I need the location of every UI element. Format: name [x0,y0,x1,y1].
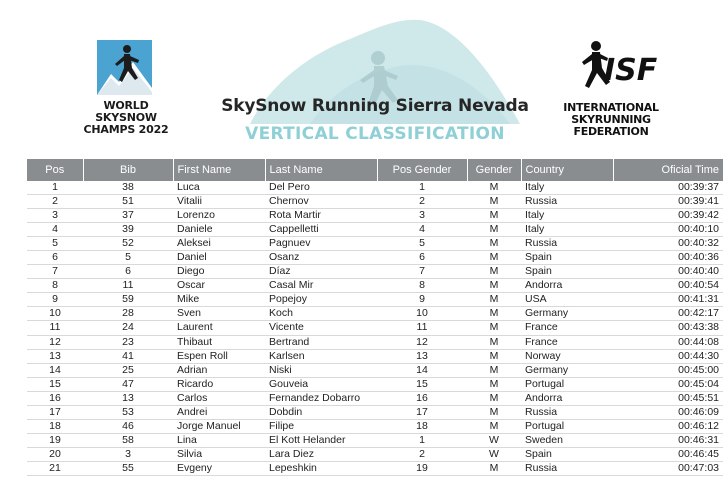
cell-country: Italy [521,223,613,237]
cell-gender: M [467,377,521,391]
cell-pos: 21 [27,461,83,475]
cell-gender: W [467,447,521,461]
cell-bib: 13 [83,391,173,405]
cell-first-name: Andrei [173,405,265,419]
cell-first-name: Laurent [173,321,265,335]
cell-bib: 6 [83,265,173,279]
cell-oficial-time: 00:44:30 [613,349,723,363]
column-header-first-name: First Name [173,159,265,181]
cell-first-name: Daniele [173,223,265,237]
cell-gender: W [467,433,521,447]
cell-pos: 3 [27,209,83,223]
table-body [27,181,723,475]
cell-oficial-time: 00:44:08 [613,335,723,349]
cell-country: Spain [521,265,613,279]
cell-oficial-time: 00:40:40 [613,265,723,279]
cell-oficial-time: 00:39:37 [613,181,723,195]
cell-oficial-time: 00:40:32 [613,237,723,251]
cell-gender: M [467,181,521,195]
cell-gender: M [467,237,521,251]
cell-oficial-time: 00:45:00 [613,363,723,377]
cell-oficial-time: 00:39:42 [613,209,723,223]
cell-pos-gender: 5 [377,237,467,251]
cell-oficial-time: 00:40:10 [613,223,723,237]
cell-last-name: Niski [265,363,377,377]
cell-pos: 8 [27,279,83,293]
table-row [27,307,723,321]
cell-pos-gender: 2 [377,447,467,461]
cell-gender: M [467,349,521,363]
cell-last-name: Lepeshkin [265,461,377,475]
cell-country: Germany [521,307,613,321]
cell-country: Portugal [521,377,613,391]
cell-pos-gender: 1 [377,181,467,195]
cell-pos-gender: 9 [377,293,467,307]
cell-pos: 20 [27,447,83,461]
cell-bib: 5 [83,251,173,265]
cell-country: Spain [521,251,613,265]
cell-gender: M [467,321,521,335]
column-header-oficial-time: Oficial Time [613,159,723,181]
cell-pos: 18 [27,419,83,433]
cell-pos-gender: 10 [377,307,467,321]
isf-runner-logo-icon [574,40,658,98]
cell-pos: 5 [27,237,83,251]
logo-text-world: WORLD [103,99,149,112]
cell-last-name: Dobdin [265,405,377,419]
cell-pos-gender: 3 [377,209,467,223]
cell-oficial-time: 00:46:45 [613,447,723,461]
cell-pos-gender: 2 [377,195,467,209]
event-title: SkySnow Running Sierra Nevada [221,96,529,116]
cell-first-name: Ricardo [173,377,265,391]
cell-pos-gender: 12 [377,335,467,349]
cell-oficial-time: 00:46:12 [613,419,723,433]
cell-gender: M [467,265,521,279]
cell-country: Russia [521,195,613,209]
cell-pos-gender: 7 [377,265,467,279]
cell-last-name: Pagnuev [265,237,377,251]
cell-last-name: Koch [265,307,377,321]
table-row [27,251,723,265]
column-header-bib: Bib [83,159,173,181]
cell-country: Spain [521,447,613,461]
table-row [27,181,723,195]
table-row [27,223,723,237]
cell-first-name: Daniel [173,251,265,265]
cell-first-name: Sven [173,307,265,321]
cell-last-name: Fernandez Dobarro [265,391,377,405]
cell-oficial-time: 00:40:36 [613,251,723,265]
cell-first-name: Aleksei [173,237,265,251]
cell-oficial-time: 00:45:51 [613,391,723,405]
cell-pos-gender: 13 [377,349,467,363]
table-row [27,209,723,223]
cell-oficial-time: 00:42:17 [613,307,723,321]
cell-pos: 9 [27,293,83,307]
classification-subtitle: VERTICAL CLASSIFICATION [245,124,505,144]
cell-pos-gender: 11 [377,321,467,335]
cell-first-name: Evgeny [173,461,265,475]
cell-gender: M [467,209,521,223]
cell-country: Portugal [521,419,613,433]
cell-pos-gender: 8 [377,279,467,293]
table-row [27,391,723,405]
cell-bib: 46 [83,419,173,433]
logo-text-skysnow: SKYSNOW [95,111,157,124]
cell-country: France [521,335,613,349]
cell-pos: 7 [27,265,83,279]
cell-country: Italy [521,181,613,195]
cell-pos: 16 [27,391,83,405]
cell-pos-gender: 19 [377,461,467,475]
table-row [27,293,723,307]
cell-bib: 53 [83,405,173,419]
cell-oficial-time: 00:40:54 [613,279,723,293]
world-skysnow-champs-logo [82,40,172,148]
results-table [27,159,723,476]
cell-last-name: Del Pero [265,181,377,195]
column-header-last-name: Last Name [265,159,377,181]
cell-country: USA [521,293,613,307]
cell-first-name: Vitalii [173,195,265,209]
cell-oficial-time: 00:41:31 [613,293,723,307]
cell-country: Germany [521,363,613,377]
table-row [27,349,723,363]
cell-country: Russia [521,405,613,419]
cell-bib: 23 [83,335,173,349]
table-row [27,279,723,293]
cell-bib: 58 [83,433,173,447]
cell-bib: 55 [83,461,173,475]
page-header [0,0,724,158]
table-row [27,447,723,461]
cell-country: Italy [521,209,613,223]
cell-first-name: Adrian [173,363,265,377]
isf-logo-mark: ISF [604,53,658,88]
logo-text-skyrunning: SKYRUNNING [571,113,651,126]
cell-bib: 28 [83,307,173,321]
cell-gender: M [467,419,521,433]
cell-bib: 38 [83,181,173,195]
cell-gender: M [467,461,521,475]
cell-oficial-time: 00:43:38 [613,321,723,335]
cell-last-name: Cappelletti [265,223,377,237]
cell-last-name: Osanz [265,251,377,265]
cell-last-name: Popejoy [265,293,377,307]
table-row [27,461,723,475]
table-row [27,419,723,433]
cell-gender: M [467,307,521,321]
skysnow-runner-logo-icon [97,40,152,95]
column-header-gender: Gender [467,159,521,181]
cell-pos: 19 [27,433,83,447]
cell-pos-gender: 6 [377,251,467,265]
cell-country: Russia [521,237,613,251]
cell-gender: M [467,335,521,349]
cell-first-name: Diego [173,265,265,279]
logo-text-federation: FEDERATION [573,125,649,138]
cell-gender: M [467,405,521,419]
column-header-pos-gender: Pos Gender [377,159,467,181]
cell-first-name: Silvia [173,447,265,461]
cell-first-name: Thibaut [173,335,265,349]
cell-country: Russia [521,461,613,475]
cell-gender: M [467,363,521,377]
cell-gender: M [467,195,521,209]
cell-pos-gender: 15 [377,377,467,391]
cell-pos: 6 [27,251,83,265]
cell-gender: M [467,223,521,237]
cell-last-name: Lara Diez [265,447,377,461]
cell-last-name: Chernov [265,195,377,209]
isf-logo [556,40,666,150]
cell-last-name: Casal Mir [265,279,377,293]
cell-pos: 1 [27,181,83,195]
cell-bib: 24 [83,321,173,335]
cell-country: Norway [521,349,613,363]
cell-last-name: Rota Martir [265,209,377,223]
cell-first-name: Lorenzo [173,209,265,223]
table-row [27,363,723,377]
cell-oficial-time: 00:45:04 [613,377,723,391]
cell-oficial-time: 00:46:31 [613,433,723,447]
cell-pos: 14 [27,363,83,377]
cell-first-name: Mike [173,293,265,307]
column-header-country: Country [521,159,613,181]
cell-first-name: Oscar [173,279,265,293]
cell-pos: 17 [27,405,83,419]
column-header-pos: Pos [27,159,83,181]
table-row [27,195,723,209]
table-row [27,377,723,391]
cell-last-name: Filipe [265,419,377,433]
cell-pos-gender: 4 [377,223,467,237]
table-row [27,405,723,419]
cell-last-name: El Kott Helander [265,433,377,447]
cell-bib: 11 [83,279,173,293]
cell-last-name: Gouveia [265,377,377,391]
cell-pos: 2 [27,195,83,209]
cell-pos: 12 [27,335,83,349]
cell-first-name: Lina [173,433,265,447]
cell-oficial-time: 00:39:41 [613,195,723,209]
cell-first-name: Carlos [173,391,265,405]
cell-country: Andorra [521,279,613,293]
cell-gender: M [467,293,521,307]
table-row [27,265,723,279]
cell-bib: 3 [83,447,173,461]
table-row [27,321,723,335]
cell-pos: 15 [27,377,83,391]
cell-first-name: Jorge Manuel [173,419,265,433]
cell-oficial-time: 00:47:03 [613,461,723,475]
cell-oficial-time: 00:46:09 [613,405,723,419]
cell-first-name: Espen Roll [173,349,265,363]
cell-pos: 11 [27,321,83,335]
cell-last-name: Vicente [265,321,377,335]
cell-gender: M [467,279,521,293]
cell-bib: 52 [83,237,173,251]
cell-pos-gender: 18 [377,419,467,433]
cell-pos: 4 [27,223,83,237]
cell-bib: 59 [83,293,173,307]
cell-country: Sweden [521,433,613,447]
cell-pos-gender: 16 [377,391,467,405]
cell-bib: 25 [83,363,173,377]
cell-bib: 41 [83,349,173,363]
cell-pos-gender: 1 [377,433,467,447]
cell-pos: 10 [27,307,83,321]
table-row [27,335,723,349]
cell-bib: 47 [83,377,173,391]
cell-bib: 37 [83,209,173,223]
cell-bib: 39 [83,223,173,237]
table-row [27,433,723,447]
cell-country: Andorra [521,391,613,405]
cell-pos-gender: 17 [377,405,467,419]
cell-first-name: Luca [173,181,265,195]
cell-country: France [521,321,613,335]
logo-text-champs: CHAMPS 2022 [83,123,169,136]
table-header-row [27,159,723,181]
table-row [27,237,723,251]
cell-bib: 51 [83,195,173,209]
cell-gender: M [467,251,521,265]
cell-gender: M [467,391,521,405]
cell-last-name: Díaz [265,265,377,279]
logo-text-international: INTERNATIONAL [563,101,659,114]
cell-pos: 13 [27,349,83,363]
cell-last-name: Bertrand [265,335,377,349]
cell-last-name: Karlsen [265,349,377,363]
cell-pos-gender: 14 [377,363,467,377]
